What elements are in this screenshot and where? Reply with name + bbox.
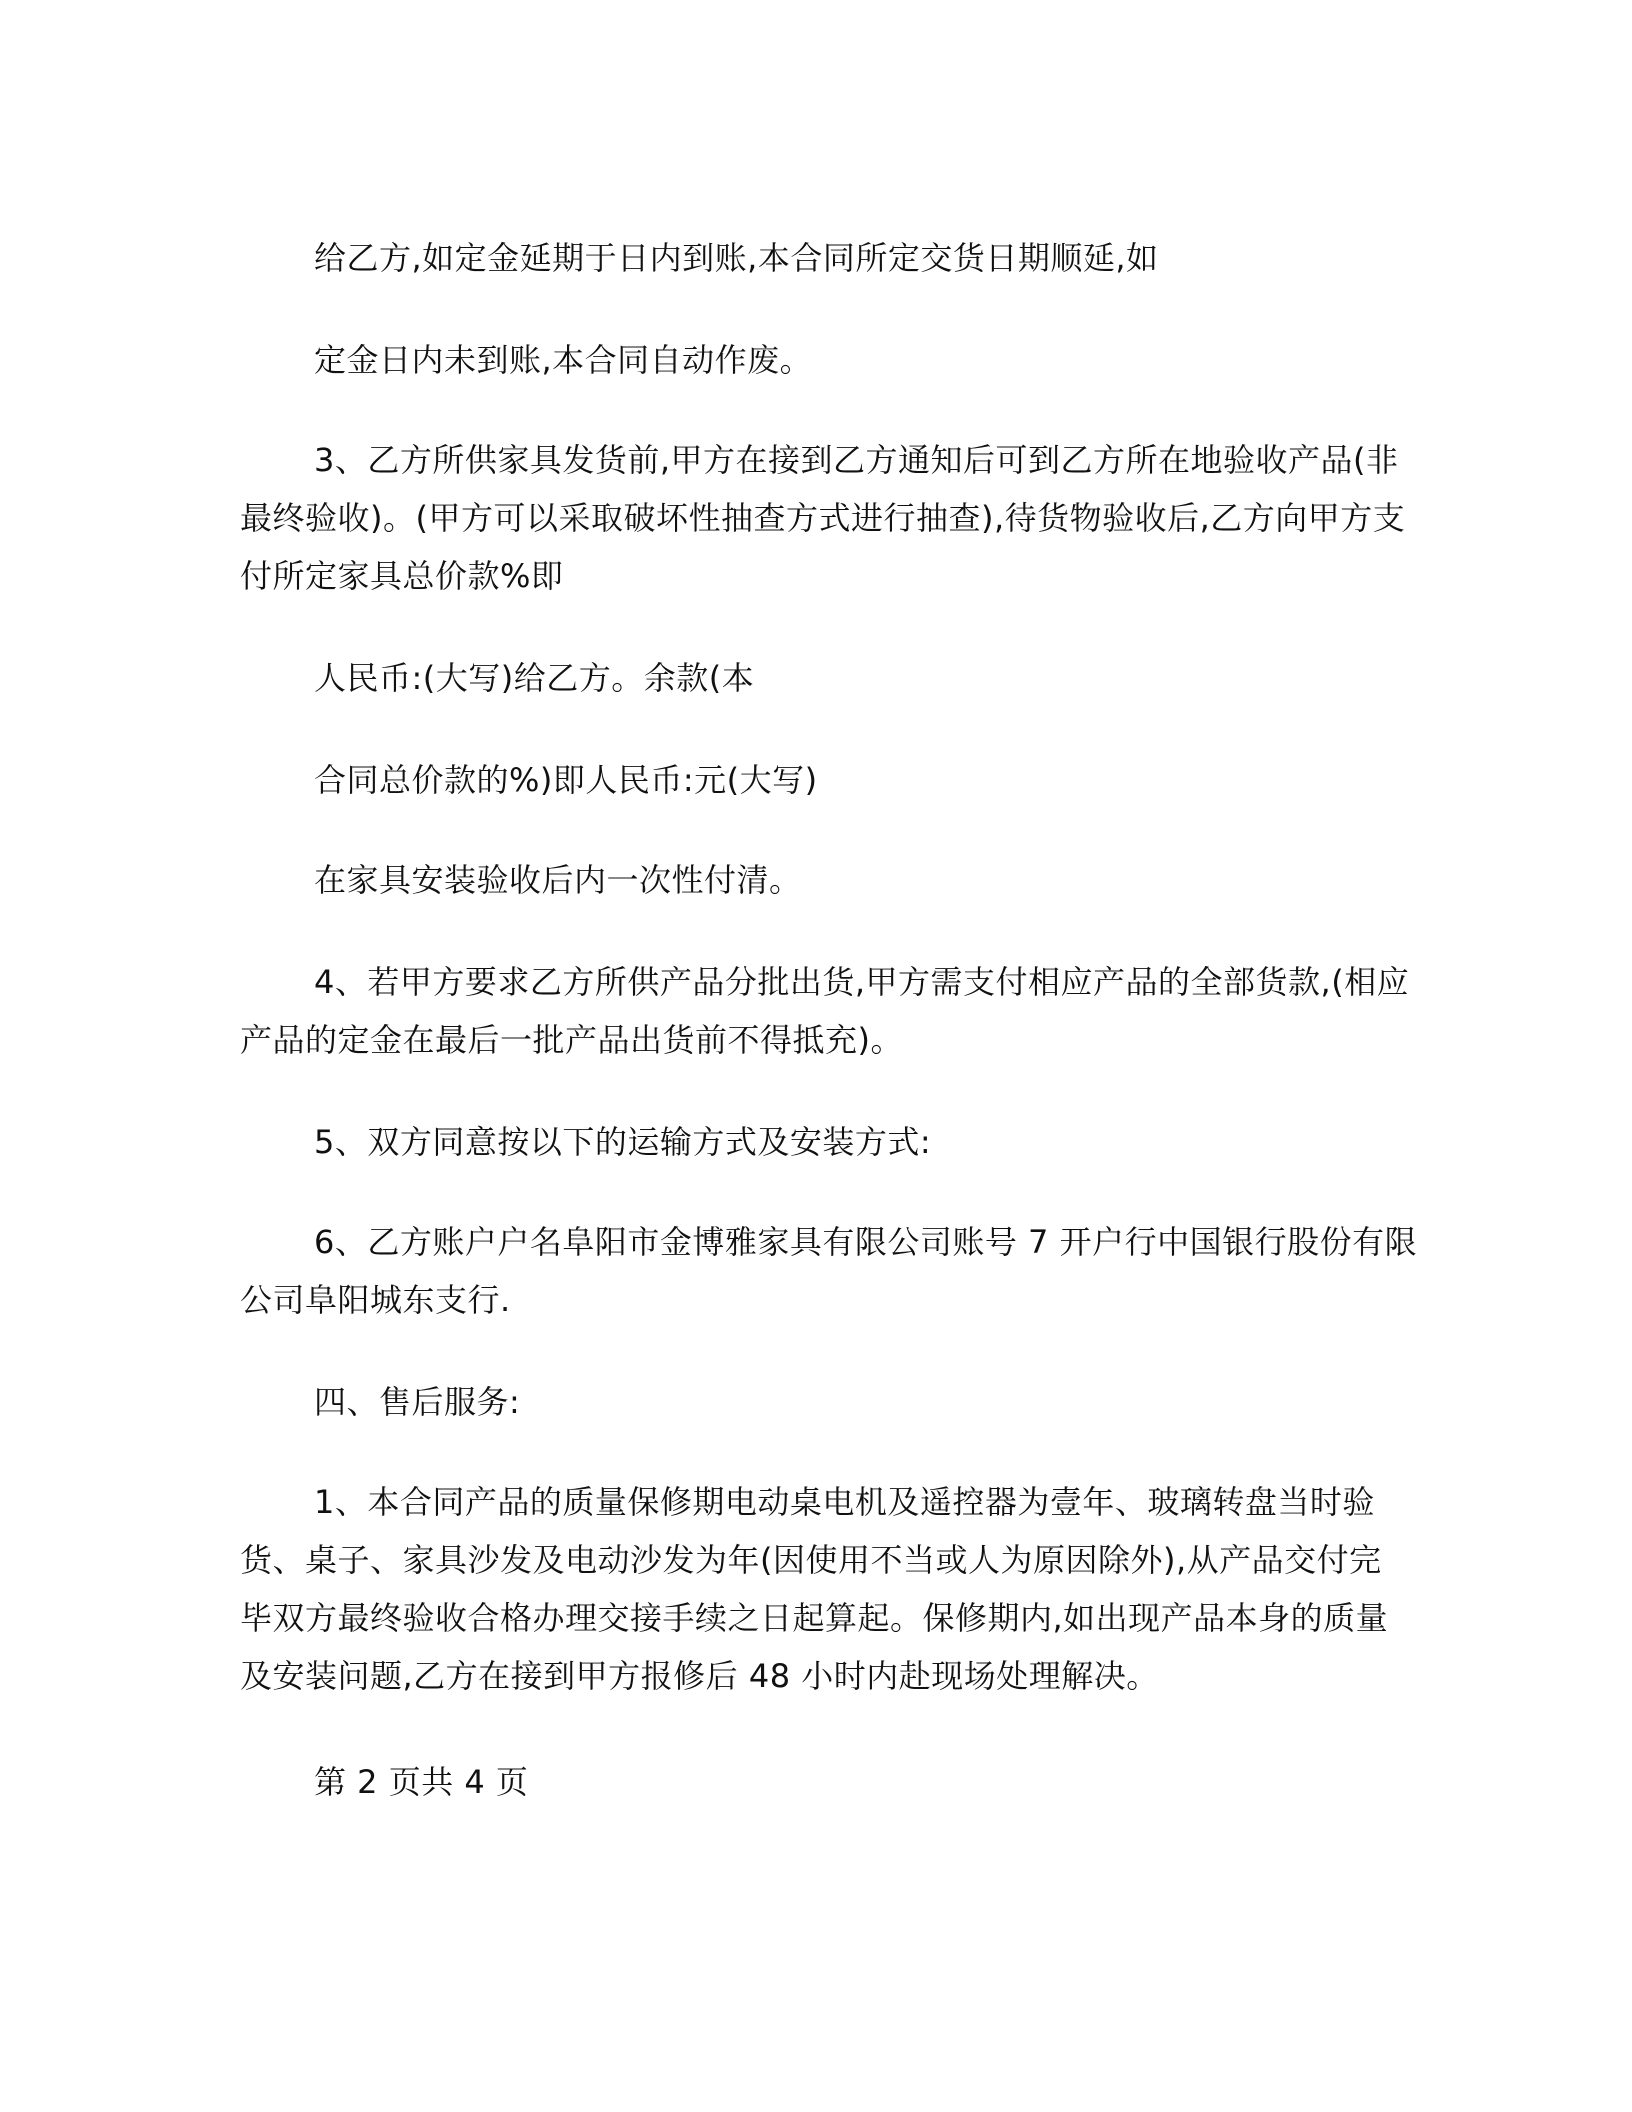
section-heading: 四、售后服务: xyxy=(314,1383,521,1421)
paragraph-line: 6、乙方账户户名阜阳市金博雅家具有限公司账号 7 开户行中国银行股份有限 xyxy=(314,1223,1418,1261)
paragraph-line: 5、双方同意按以下的运输方式及安装方式: xyxy=(314,1123,932,1161)
paragraph-line: 及安装问题,乙方在接到甲方报修后 48 小时内赴现场处理解决。 xyxy=(240,1657,1159,1695)
paragraph-line: 毕双方最终验收合格办理交接手续之日起算起。保修期内,如出现产品本身的质量 xyxy=(240,1599,1389,1637)
paragraph-line: 产品的定金在最后一批产品出货前不得抵充)。 xyxy=(240,1021,903,1059)
paragraph-line: 4、若甲方要求乙方所供产品分批出货,甲方需支付相应产品的全部货款,(相应 xyxy=(314,963,1410,1001)
paragraph-line: 人民币:(大写)给乙方。余款(本 xyxy=(314,659,755,697)
paragraph-line: 公司阜阳城东支行. xyxy=(240,1281,511,1319)
paragraph-line: 付所定家具总价款%即 xyxy=(240,557,564,595)
paragraph-line: 最终验收)。(甲方可以采取破坏性抽查方式进行抽查),待货物验收后,乙方向甲方支 xyxy=(240,499,1406,537)
paragraph-line: 合同总价款的%)即人民币:元(大写) xyxy=(314,761,818,799)
page-number-footer: 第 2 页共 4 页 xyxy=(314,1763,529,1801)
paragraph-line: 3、乙方所供家具发货前,甲方在接到乙方通知后可到乙方所在地验收产品(非 xyxy=(314,441,1399,479)
paragraph-line: 给乙方,如定金延期于日内到账,本合同所定交货日期顺延,如 xyxy=(314,239,1159,277)
paragraph-line: 在家具安装验收后内一次性付清。 xyxy=(314,861,802,899)
paragraph-line: 1、本合同产品的质量保修期电动桌电机及遥控器为壹年、玻璃转盘当时验 xyxy=(314,1483,1375,1521)
paragraph-line: 定金日内未到账,本合同自动作废。 xyxy=(314,341,813,379)
paragraph-line: 货、桌子、家具沙发及电动沙发为年(因使用不当或人为原因除外),从产品交付完 xyxy=(240,1541,1382,1579)
